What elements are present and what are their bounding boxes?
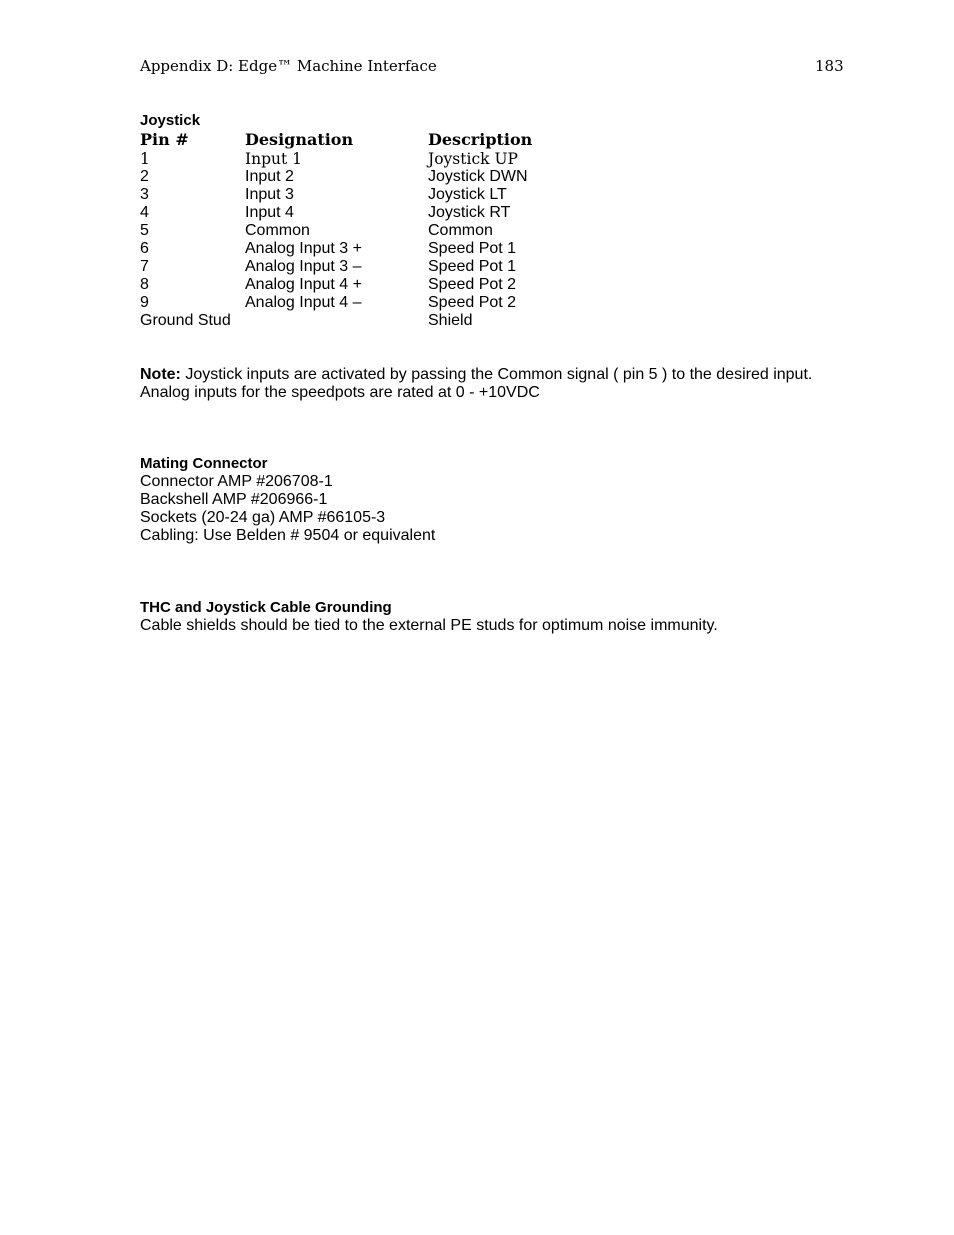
- grounding-text: Cable shields should be tied to the external PE studs for optimum noise immunity.: [140, 617, 718, 634]
- description-cell: Common: [428, 222, 493, 239]
- note-text: Joystick inputs are activated by passing the Common signal ( pin 5 ) to the desired input.: [180, 366, 813, 383]
- mating-connector-title: Mating Connector: [140, 455, 268, 472]
- description-cell: Joystick DWN: [428, 168, 528, 185]
- column-header-pin: Pin #: [140, 130, 189, 149]
- table-row: [140, 276, 840, 294]
- joystick-section-title: Joystick: [140, 112, 201, 129]
- table-row: [140, 240, 840, 258]
- mating-connector-line: Backshell AMP #206966-1: [140, 491, 328, 508]
- pin-cell: 7: [140, 258, 149, 275]
- grounding-title: THC and Joystick Cable Grounding: [140, 599, 392, 616]
- description-cell: Speed Pot 1: [428, 258, 517, 275]
- table-row: [140, 168, 840, 186]
- designation-cell: Common: [245, 222, 310, 239]
- table-row: [140, 294, 840, 312]
- mating-connector-line: Cabling: Use Belden # 9504 or equivalent: [140, 527, 436, 544]
- table-row: [140, 222, 840, 240]
- pin-table-header: [140, 131, 840, 149]
- table-row: [140, 258, 840, 276]
- running-header-title: Appendix D: Edge™ Machine Interface: [140, 57, 437, 75]
- description-cell: Joystick RT: [428, 204, 511, 221]
- mating-connector-line: Sockets (20-24 ga) AMP #66105-3: [140, 509, 386, 526]
- pin-cell: 2: [140, 168, 149, 185]
- pin-cell: Ground Stud: [140, 312, 231, 329]
- table-row: [140, 312, 840, 330]
- note-paragraph-line-1: [140, 366, 812, 384]
- description-cell: Speed Pot 2: [428, 294, 517, 311]
- description-cell: Joystick LT: [428, 186, 507, 203]
- description-cell: Speed Pot 1: [428, 240, 517, 257]
- pin-cell: 5: [140, 222, 149, 239]
- description-cell: Joystick UP: [428, 150, 518, 168]
- designation-cell: Input 3: [245, 186, 294, 203]
- designation-cell: Analog Input 4 +: [245, 276, 362, 293]
- description-cell: Shield: [428, 312, 473, 329]
- pin-cell: 3: [140, 186, 149, 203]
- designation-cell: Input 2: [245, 168, 294, 185]
- designation-cell: Analog Input 3 +: [245, 240, 362, 257]
- designation-cell: Input 1: [245, 150, 303, 168]
- table-row: [140, 150, 840, 168]
- note-label: Note:: [140, 366, 181, 383]
- pin-cell: 6: [140, 240, 149, 257]
- pin-cell: 4: [140, 204, 149, 221]
- column-header-description: Description: [428, 130, 533, 149]
- description-cell: Speed Pot 2: [428, 276, 517, 293]
- table-row: [140, 186, 840, 204]
- note-paragraph-line-2: Analog inputs for the speedpots are rated at 0 - +10VDC: [140, 384, 540, 401]
- designation-cell: Analog Input 4 –: [245, 294, 362, 311]
- pin-cell: 9: [140, 294, 149, 311]
- page-number: 183: [815, 57, 844, 75]
- column-header-designation: Designation: [245, 130, 354, 149]
- pin-cell: 1: [140, 150, 150, 168]
- pin-cell: 8: [140, 276, 149, 293]
- mating-connector-line: Connector AMP #206708-1: [140, 473, 333, 490]
- designation-cell: Analog Input 3 –: [245, 258, 362, 275]
- table-row: [140, 204, 840, 222]
- designation-cell: Input 4: [245, 204, 294, 221]
